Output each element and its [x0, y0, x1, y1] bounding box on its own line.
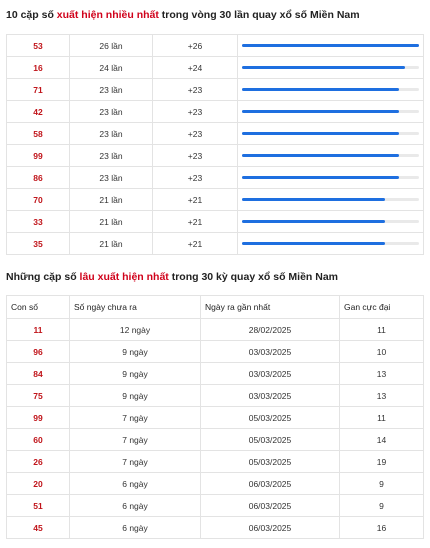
days-not-drawn: 7 ngày — [70, 407, 201, 429]
pair-count: 23 lần — [70, 167, 153, 189]
table-row — [7, 363, 424, 385]
pair-diff: +23 — [153, 101, 238, 123]
pair-number: 99 — [7, 145, 70, 167]
max-gap: 13 — [340, 385, 424, 407]
section2-title-suffix: trong 30 kỳ quay xổ số Miền Nam — [168, 271, 339, 283]
frequency-bar — [242, 198, 385, 201]
table-row — [7, 211, 424, 233]
header-con-so: Con số — [7, 296, 70, 319]
table-row — [7, 517, 424, 539]
frequency-bar — [242, 44, 419, 47]
table-row — [7, 123, 424, 145]
header-ngay-ra-gan-nhat: Ngày ra gần nhất — [201, 296, 340, 319]
bar-cell — [238, 211, 424, 233]
table-row — [7, 79, 424, 101]
days-not-drawn: 6 ngày — [70, 495, 201, 517]
pair-count: 21 lần — [70, 189, 153, 211]
pair-count: 21 lần — [70, 233, 153, 255]
days-not-drawn: 6 ngày — [70, 473, 201, 495]
table-row — [7, 57, 424, 79]
bar-cell — [238, 57, 424, 79]
last-drawn-date: 06/03/2025 — [201, 473, 340, 495]
frequency-bar — [242, 110, 399, 113]
pair-number: 33 — [7, 211, 70, 233]
days-not-drawn: 9 ngày — [70, 341, 201, 363]
table-row — [7, 385, 424, 407]
table-row — [7, 407, 424, 429]
pair-diff: +24 — [153, 57, 238, 79]
section1-title-highlight: xuất hiện nhiều nhất — [56, 9, 159, 21]
bar-track — [242, 44, 419, 47]
frequency-bar — [242, 154, 399, 157]
table-row — [7, 495, 424, 517]
table-row — [7, 35, 424, 57]
pair-count: 23 lần — [70, 101, 153, 123]
frequent-pairs-body — [7, 35, 424, 255]
pair-number: 71 — [7, 79, 70, 101]
table-row — [7, 189, 424, 211]
frequency-bar — [242, 220, 385, 223]
pair-count: 26 lần — [70, 35, 153, 57]
pair-number: 70 — [7, 189, 70, 211]
frequency-bar — [242, 88, 399, 91]
rare-pairs-body — [7, 319, 424, 539]
last-drawn-date: 03/03/2025 — [201, 385, 340, 407]
bar-track — [242, 198, 419, 201]
section1-title-prefix: 10 cặp số — [6, 9, 57, 21]
frequency-bar — [242, 242, 385, 245]
bar-cell — [238, 189, 424, 211]
pair-diff: +23 — [153, 123, 238, 145]
table-row — [7, 167, 424, 189]
max-gap: 10 — [340, 341, 424, 363]
days-not-drawn: 12 ngày — [70, 319, 201, 341]
pair-diff: +23 — [153, 79, 238, 101]
section2-title-prefix: Những cặp số — [6, 271, 80, 283]
section1-title — [6, 9, 360, 21]
pair-number: 53 — [7, 35, 70, 57]
pair-count: 23 lần — [70, 79, 153, 101]
bar-cell — [238, 79, 424, 101]
pair-count: 24 lần — [70, 57, 153, 79]
max-gap: 11 — [340, 319, 424, 341]
section2-title-highlight: lâu xuất hiện nhất — [79, 271, 169, 283]
pair-number: 75 — [7, 385, 70, 407]
pair-number: 99 — [7, 407, 70, 429]
section2-title — [6, 271, 338, 283]
max-gap: 9 — [340, 473, 424, 495]
pair-count: 21 lần — [70, 211, 153, 233]
header-so-ngay-chua-ra: Số ngày chưa ra — [70, 296, 201, 319]
frequent-pairs-table — [6, 34, 424, 255]
bar-track — [242, 154, 419, 157]
pair-number: 20 — [7, 473, 70, 495]
bar-cell — [238, 35, 424, 57]
last-drawn-date: 06/03/2025 — [201, 495, 340, 517]
max-gap: 9 — [340, 495, 424, 517]
last-drawn-date: 05/03/2025 — [201, 451, 340, 473]
pair-diff: +21 — [153, 189, 238, 211]
max-gap: 13 — [340, 363, 424, 385]
bar-track — [242, 242, 419, 245]
last-drawn-date: 05/03/2025 — [201, 407, 340, 429]
max-gap: 11 — [340, 407, 424, 429]
pair-number: 11 — [7, 319, 70, 341]
pair-diff: +23 — [153, 167, 238, 189]
max-gap: 14 — [340, 429, 424, 451]
pair-number: 60 — [7, 429, 70, 451]
bar-cell — [238, 167, 424, 189]
days-not-drawn: 9 ngày — [70, 363, 201, 385]
pair-number: 45 — [7, 517, 70, 539]
days-not-drawn: 7 ngày — [70, 451, 201, 473]
pair-diff: +21 — [153, 211, 238, 233]
pair-number: 35 — [7, 233, 70, 255]
max-gap: 16 — [340, 517, 424, 539]
days-not-drawn: 7 ngày — [70, 429, 201, 451]
pair-count: 23 lần — [70, 123, 153, 145]
bar-track — [242, 220, 419, 223]
pair-count: 23 lần — [70, 145, 153, 167]
last-drawn-date: 03/03/2025 — [201, 341, 340, 363]
table-row — [7, 451, 424, 473]
pair-number: 16 — [7, 57, 70, 79]
table-row — [7, 319, 424, 341]
table-row — [7, 101, 424, 123]
bar-track — [242, 88, 419, 91]
table-row — [7, 429, 424, 451]
pair-number: 51 — [7, 495, 70, 517]
pair-number: 58 — [7, 123, 70, 145]
bar-cell — [238, 101, 424, 123]
table-row — [7, 473, 424, 495]
pair-diff: +21 — [153, 233, 238, 255]
pair-diff: +23 — [153, 145, 238, 167]
bar-cell — [238, 123, 424, 145]
days-not-drawn: 9 ngày — [70, 385, 201, 407]
table-row — [7, 341, 424, 363]
bar-cell — [238, 145, 424, 167]
section1-title-suffix: trong vòng 30 lần quay xổ số Miền Nam — [158, 9, 360, 21]
bar-track — [242, 132, 419, 135]
bar-track — [242, 110, 419, 113]
bar-track — [242, 66, 419, 69]
pair-number: 26 — [7, 451, 70, 473]
rare-pairs-table — [6, 295, 424, 539]
pair-diff: +26 — [153, 35, 238, 57]
last-drawn-date: 06/03/2025 — [201, 517, 340, 539]
max-gap: 19 — [340, 451, 424, 473]
bar-cell — [238, 233, 424, 255]
pair-number: 84 — [7, 363, 70, 385]
bar-track — [242, 176, 419, 179]
frequency-bar — [242, 132, 399, 135]
pair-number: 42 — [7, 101, 70, 123]
last-drawn-date: 05/03/2025 — [201, 429, 340, 451]
last-drawn-date: 03/03/2025 — [201, 363, 340, 385]
days-not-drawn: 6 ngày — [70, 517, 201, 539]
rare-pairs-header-row — [7, 296, 424, 319]
pair-number: 96 — [7, 341, 70, 363]
frequency-bar — [242, 176, 399, 179]
frequency-bar — [242, 66, 405, 69]
pair-number: 86 — [7, 167, 70, 189]
table-row — [7, 145, 424, 167]
header-gan-cuc-dai: Gan cực đại — [340, 296, 424, 319]
table-row — [7, 233, 424, 255]
last-drawn-date: 28/02/2025 — [201, 319, 340, 341]
